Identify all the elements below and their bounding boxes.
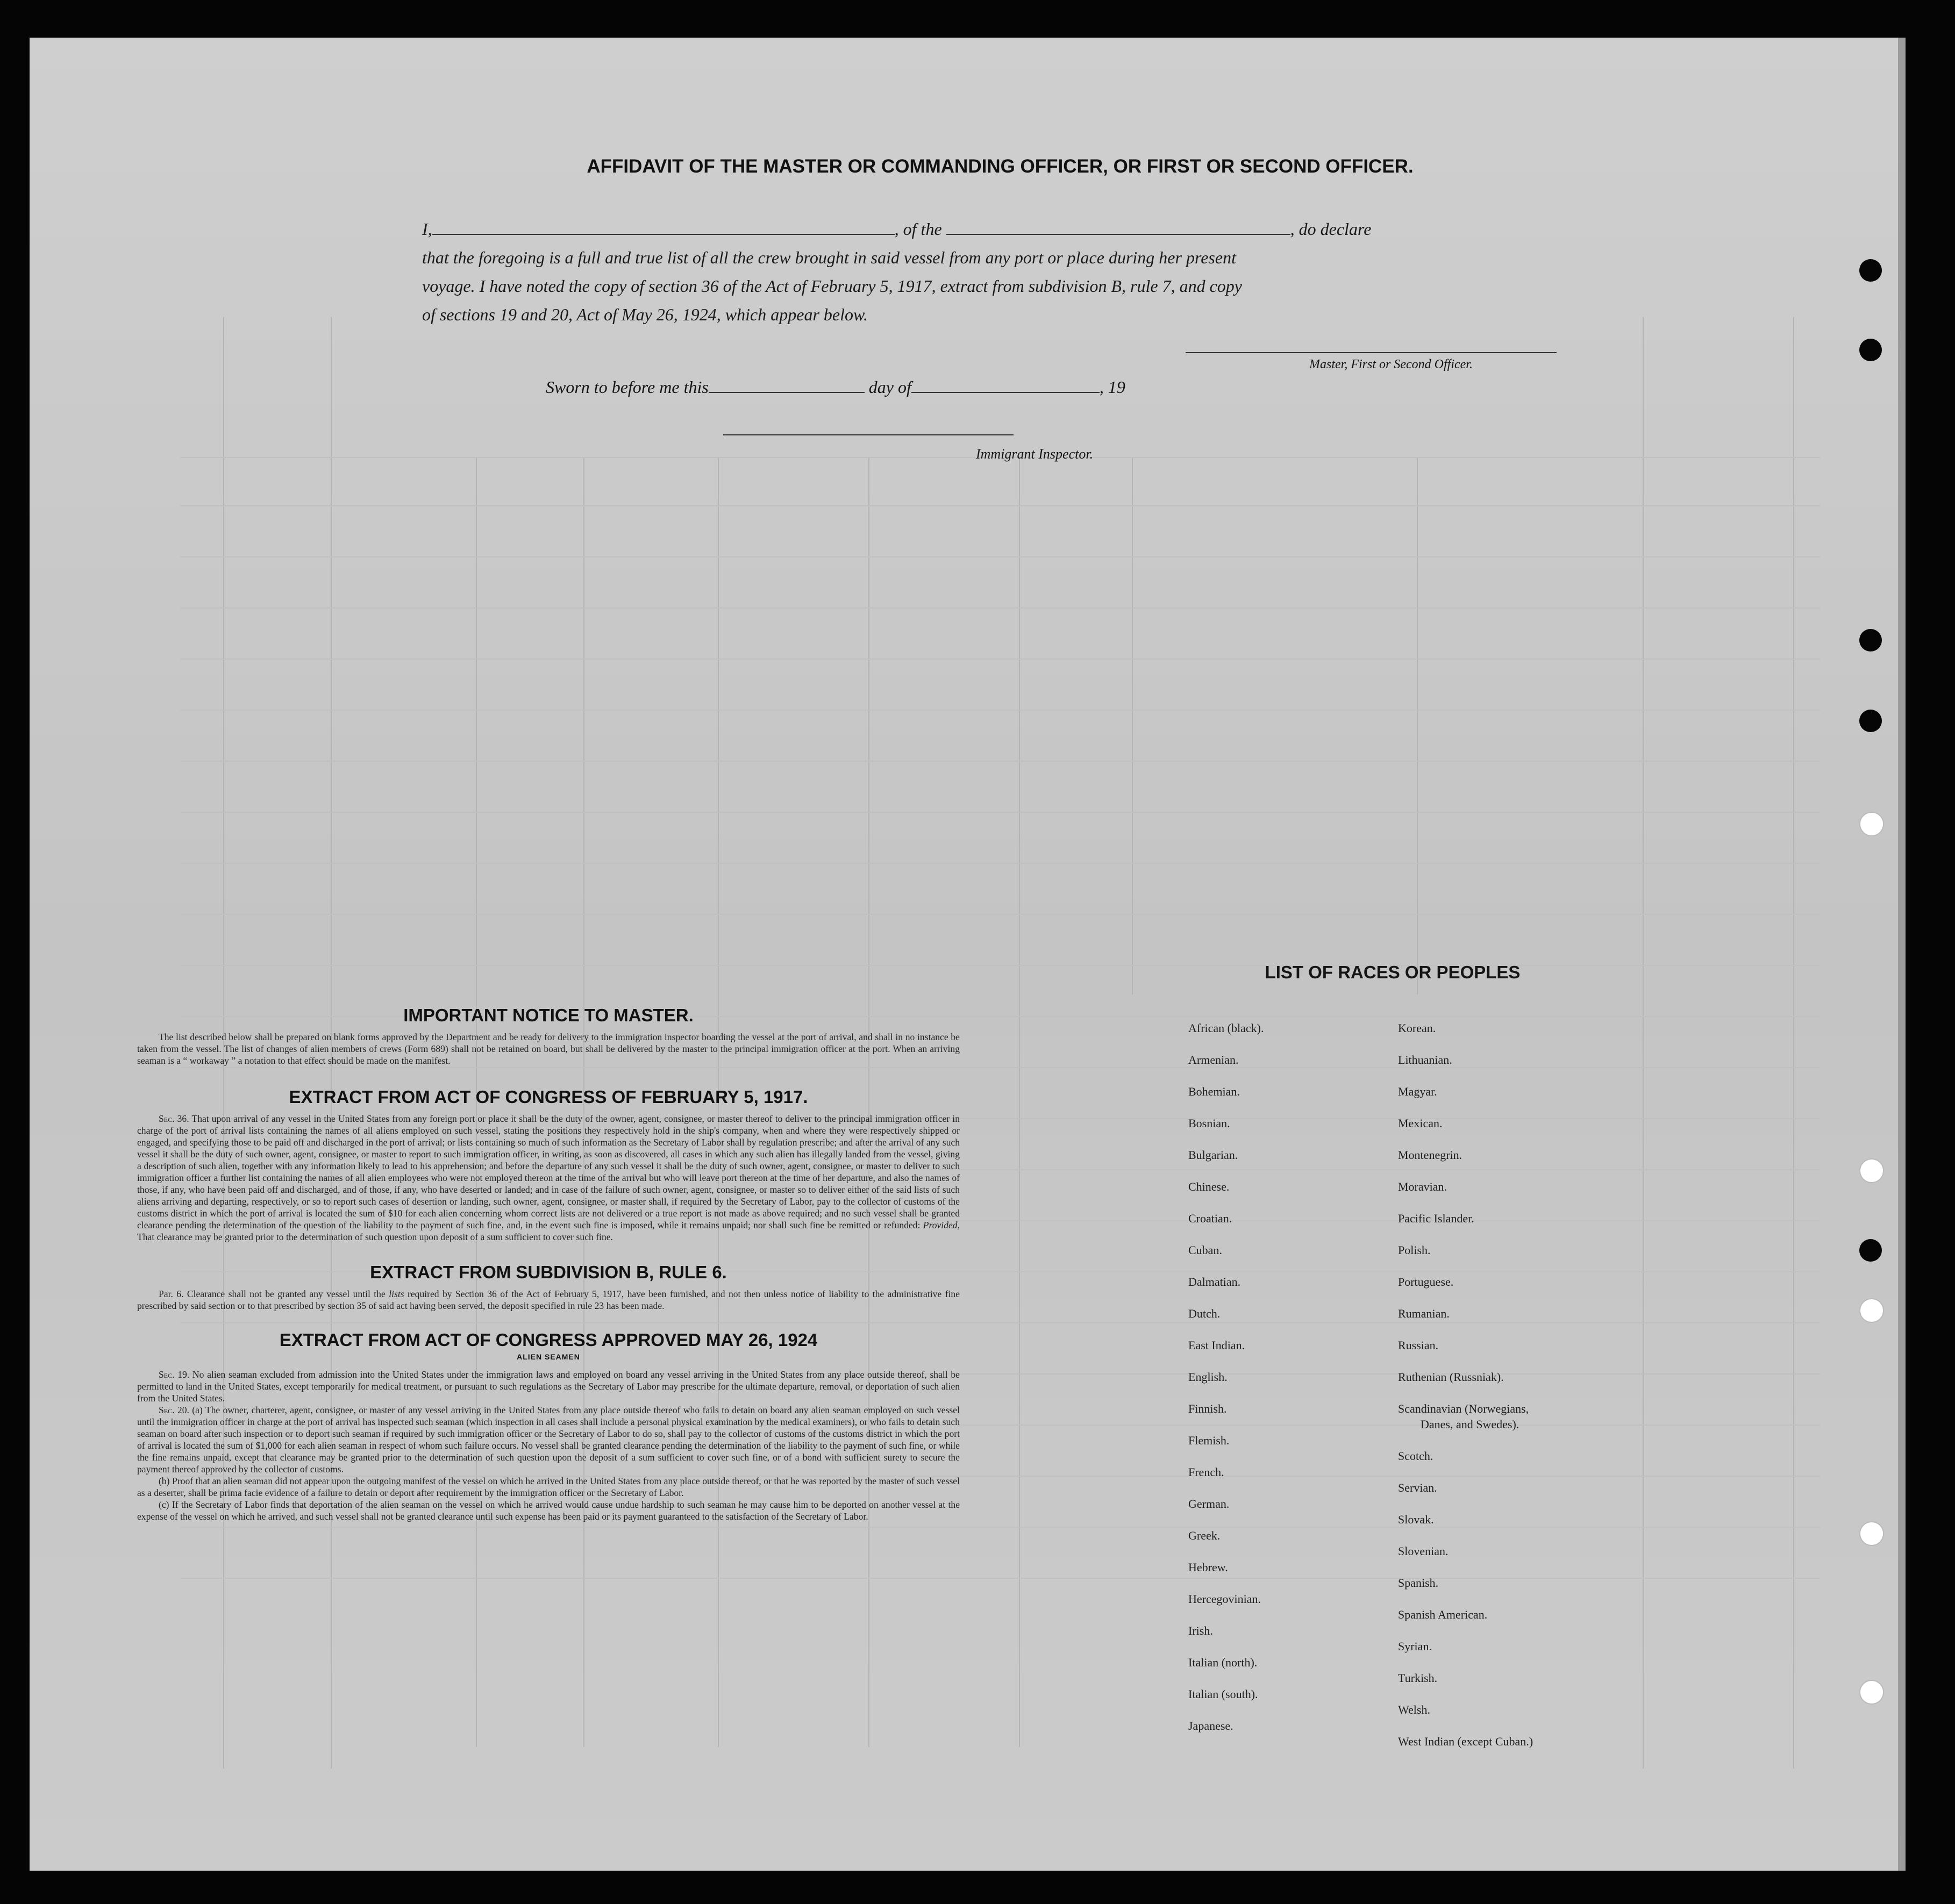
race-item: Turkish.: [1398, 1671, 1438, 1685]
race-item: Hercegovinian.: [1188, 1592, 1261, 1606]
punch-hole: [1859, 1239, 1882, 1262]
extract-1917-title: EXTRACT FROM ACT OF CONGRESS OF FEBRUARY 5, 1917.: [289, 1087, 808, 1107]
bleed-row: [180, 761, 1820, 762]
race-item: Scotch.: [1398, 1449, 1433, 1463]
notice-text: The list described below shall be prepared on blank forms approved by the Department and be ready for delivery to the immigration inspector boarding the vessel at the port of arrival, and shall in no instance be taken from the vessel. The list of changes of alien members of crews (Form 689) shall not be retained on board, but shall be delivered by the master to the principal immigration officer at the port. When an arriving seaman is a “ workaway ” a notation to that effect should be made on the manifest.: [137, 1032, 960, 1066]
race-item: Japanese.: [1188, 1719, 1233, 1733]
bleed-row: [180, 914, 1820, 915]
affidavit-declare: , do declare: [1290, 219, 1372, 239]
race-item: Irish.: [1188, 1624, 1213, 1637]
extract-rule-title: EXTRACT FROM SUBDIVISION B, RULE 6.: [370, 1262, 727, 1282]
section-20a-body: (a) The owner, charterer, agent, consignee, or master of any vessel arriving in the United States from any place outside thereof who fails to detain on board any alien seaman employed on such vessel until the immigration officer in charge at the port of arrival has inspected such seaman (which inspection in all cases shall include a personal physical examination by the medical examiners), or who fails to detain such seaman on board after such inspection or to deport such seaman if required by such immigration officer or the Secretary of Labor to do so, shall pay to the collector of customs of the customs district in which the port of arrival is located the sum of $1,000 for each alien seaman in respect of whom such failure occurs. No vessel shall be granted clearance pending the determination of the liability to the payment of such fine, or while the fine remains unpaid, except that clearance may be granted prior to the determination of such question upon the deposit of a sum sufficient to cover such fine, or of a bond with sufficient surety to secure the payment thereof approved by the collector of customs.: [137, 1405, 960, 1474]
affidavit-line-4: of sections 19 and 20, Act of May 26, 1924, which appear below.: [422, 305, 868, 324]
race-item: Montenegrin.: [1398, 1148, 1462, 1162]
month-blank[interactable]: [911, 374, 1100, 393]
document-page: [30, 38, 1906, 1871]
sworn-text-c: , 19: [1099, 377, 1125, 397]
race-item: French.: [1188, 1465, 1224, 1479]
bleed-row: [180, 1527, 1820, 1528]
race-item: Hebrew.: [1188, 1561, 1228, 1574]
affidavit-i: I,: [422, 219, 432, 239]
race-item: Polish.: [1398, 1243, 1431, 1257]
bleed-through-title: [331, 118, 345, 154]
race-item: West Indian (except Cuban.): [1398, 1735, 1533, 1748]
sworn-text-a: Sworn to before me this: [546, 377, 709, 397]
race-item: Flemish.: [1188, 1434, 1230, 1447]
race-item: Russian.: [1398, 1338, 1439, 1352]
race-item: Welsh.: [1398, 1703, 1430, 1716]
section-20-label: Sec. 20.: [159, 1405, 189, 1415]
race-item: Croatian.: [1188, 1212, 1232, 1225]
races-right-column: [1398, 1021, 1533, 1766]
bleed-row: [180, 812, 1820, 813]
bleed-col: [1793, 317, 1794, 1769]
extract-rule-text: [137, 1288, 960, 1312]
vessel-blank[interactable]: [946, 216, 1290, 235]
race-item: Bulgarian.: [1188, 1148, 1238, 1162]
race-item: Scandinavian (Norwegians,: [1398, 1402, 1529, 1415]
race-item: Bohemian.: [1188, 1085, 1240, 1098]
bleed-row: [180, 710, 1820, 711]
section-20c-text: (c) If the Secretary of Labor finds that deportation of the alien seaman on the vessel on which he arrived would cause undue hardship to such seaman he may cause him to be deported on another vessel at the expense of the vessel on which he arrived, and such vessel shall not be granted clearance until such expense has been paid or its payment guaranteed to the satisfaction of the Secretary of Labor.: [137, 1499, 960, 1522]
races-left-column: [1188, 1021, 1264, 1751]
extract-1917-text: [137, 1113, 960, 1243]
punch-holes: [1859, 38, 1886, 1871]
bleed-row: [180, 556, 1820, 557]
race-item: Ruthenian (Russniak).: [1398, 1370, 1504, 1384]
name-blank[interactable]: [432, 216, 895, 235]
bleed-row: [180, 658, 1820, 660]
notices-section: [137, 1005, 960, 1522]
race-item: German.: [1188, 1497, 1230, 1511]
affidavit-of-the: , of the: [894, 219, 942, 239]
punch-hole: [1859, 1680, 1884, 1705]
day-blank[interactable]: [709, 374, 865, 393]
section-19-text: [137, 1369, 960, 1404]
race-item: Armenian.: [1188, 1053, 1239, 1066]
race-item: Lithuanian.: [1398, 1053, 1452, 1066]
bleed-row: [180, 505, 1820, 506]
race-item: East Indian.: [1188, 1338, 1245, 1352]
section-19-body: No alien seaman excluded from admission into the United States under the immigration laws and employed on board any vessel arriving in the United States from any place outside thereof, shall be permitted to land in the United States, except temporarily for medical treatment, or pursuant to such regulations as the Secretary of Labor may prescribe for the ultimate departure, removal, or deportation of such alien from the United States.: [137, 1369, 960, 1404]
race-item: Moravian.: [1398, 1180, 1447, 1193]
races-title: LIST OF RACES OR PEOPLES: [1265, 962, 1521, 982]
race-item: Finnish.: [1188, 1402, 1227, 1415]
punch-hole: [1859, 259, 1882, 282]
race-item: Cuban.: [1188, 1243, 1222, 1257]
section-36-proviso: That clearance may be granted prior to the determination of such question upon deposit of a sum sufficient to cover such fine.: [137, 1232, 613, 1242]
race-item: Dutch.: [1188, 1307, 1221, 1320]
race-item: Mexican.: [1398, 1116, 1443, 1130]
sworn-line: [546, 374, 1125, 397]
bleed-row: [180, 863, 1820, 864]
race-item: Spanish.: [1398, 1576, 1439, 1590]
provided-word: Provided,: [923, 1220, 960, 1230]
race-item: Greek.: [1188, 1529, 1221, 1542]
rule-text-b: required by Section 36 of the Act of February 5, 1917, have been furnished, and not then unless notice of liability to the administrative fine prescribed by said section or to that prescribed by section 35 of said act having been served, the deposit specified in rule 23 has been made.: [137, 1289, 960, 1311]
bleed-col: [1643, 317, 1644, 1769]
lists-word: lists: [389, 1289, 404, 1299]
race-item: African (black).: [1188, 1021, 1264, 1035]
race-item: Pacific Islander.: [1398, 1212, 1474, 1225]
race-item: Bosnian.: [1188, 1116, 1230, 1130]
affidavit-line-3: voyage. I have noted the copy of section 36 of the Act of February 5, 1917, extract from subdivision B, rule 7, and copy: [422, 276, 1242, 296]
race-item: Italian (south).: [1188, 1687, 1258, 1701]
section-20b-text: (b) Proof that an alien seaman did not appear upon the outgoing manifest of the vessel on which he arrived in the United States from any place outside thereof, or that he was reported by the master of such vessel as a deserter, shall be prima facie evidence of a failure to detain or deport after requirement by the immigration officer or the Secretary of Labor.: [137, 1476, 960, 1498]
race-item: Magyar.: [1398, 1085, 1437, 1098]
section-19-label: Sec. 19.: [159, 1369, 190, 1380]
signature-label: Master, First or Second Officer.: [1309, 357, 1473, 371]
extract-1924-title: EXTRACT FROM ACT OF CONGRESS APPROVED MAY 26, 1924: [279, 1330, 818, 1350]
race-item: Spanish American.: [1398, 1608, 1488, 1621]
bleed-row: [180, 607, 1820, 609]
inspector-signature-line[interactable]: [723, 434, 1014, 435]
race-item: Portuguese.: [1398, 1275, 1454, 1289]
race-item: Rumanian.: [1398, 1307, 1450, 1320]
affidavit-line-2: that the foregoing is a full and true list of all the crew brought in said vessel from any port or place during her present: [422, 248, 1236, 267]
punch-hole: [1859, 1521, 1884, 1546]
section-36-body: That upon arrival of any vessel in the United States from any foreign port or place it shall be the duty of the owner, agent, consignee, or master thereof to deliver to the principal immigration officer in charge of the port of arrival lists containing the names of all aliens employed on such vessel, stating the positions they respectively hold in the ship's company, when and where they were respectively shipped or engaged, and specifying those to be paid off and discharged in the port of arrival; or lists containing so much of such information as the Secretary of Labor shall by regulation prescribe; and after the arrival of any such vessel it shall be the duty of such owner, agent, consignee, or master to report to such immigration officer, in writing, as soon as discovered, all cases in which any such alien has illegally landed from the vessel, giving a description of such alien, together with any information likely to lead to his apprehension; and before the departure of any such vessel it shall be the duty of such owner, agent, consignee, or master to deliver to such immigration officer a further list containing the names of all alien employees who were not employed thereon at the time of the arrival but who will leave port thereon at the time of her departure, and also the names of those, if any, who have been paid off and discharged, and of those, if any, who have deserted or landed; and in case of the failure of such owner, agent, consignee, or master so to deliver either of the said lists of such aliens arriving and departing, respectively, or so to report such cases of desertion or landing, such owner, agent, consignee, or master shall, if required by the Secretary of Labor, pay to the collector of customs of the customs district in which the port of arrival is located the sum of $10 for each alien concerning whom correct lists are not delivered or a true report is not made as above required; and no such vessel shall be granted clearance pending the determination of the question of the liability to the payment of such fine, and, in the event such fine is imposed, while it remains unpaid; nor shall such fine be remitted or refunded:: [137, 1113, 960, 1230]
race-item: English.: [1188, 1370, 1228, 1384]
punch-hole: [1859, 629, 1882, 652]
punch-hole: [1859, 1158, 1884, 1183]
race-item: Danes, and Swedes).: [1421, 1418, 1519, 1431]
punch-hole: [1859, 812, 1884, 836]
section-36-label: Sec. 36.: [159, 1113, 189, 1124]
signature-line[interactable]: [1186, 352, 1557, 353]
par-6-label: Par. 6.: [159, 1289, 184, 1299]
notice-title: IMPORTANT NOTICE TO MASTER.: [403, 1005, 694, 1025]
affidavit-title: AFFIDAVIT OF THE MASTER OR COMMANDING OFFICER, OR FIRST OR SECOND OFFICER.: [587, 156, 1414, 177]
race-item: Dalmatian.: [1188, 1275, 1241, 1289]
punch-hole: [1859, 1298, 1884, 1323]
affidavit-line-1: [422, 215, 1562, 244]
race-item: Syrian.: [1398, 1640, 1432, 1653]
race-item: Servian.: [1398, 1481, 1437, 1494]
bleed-col: [1019, 457, 1020, 1747]
punch-hole: [1859, 339, 1882, 361]
race-item: Chinese.: [1188, 1180, 1230, 1193]
race-item: Slovenian.: [1398, 1544, 1449, 1558]
inspector-label: Immigrant Inspector.: [976, 446, 1094, 462]
section-20a-text: [137, 1404, 960, 1475]
punch-hole: [1859, 710, 1882, 732]
race-item: Italian (north).: [1188, 1656, 1258, 1669]
rule-text-a: Clearance shall not be granted any vessel until the: [187, 1289, 386, 1299]
sworn-text-b: day of: [868, 377, 911, 397]
affidavit-text: [422, 215, 1562, 329]
extract-1924-subtitle: ALIEN SEAMEN: [517, 1352, 580, 1361]
race-item: Korean.: [1398, 1021, 1436, 1035]
bleed-row: [180, 1578, 1820, 1579]
race-item: Slovak.: [1398, 1513, 1434, 1526]
